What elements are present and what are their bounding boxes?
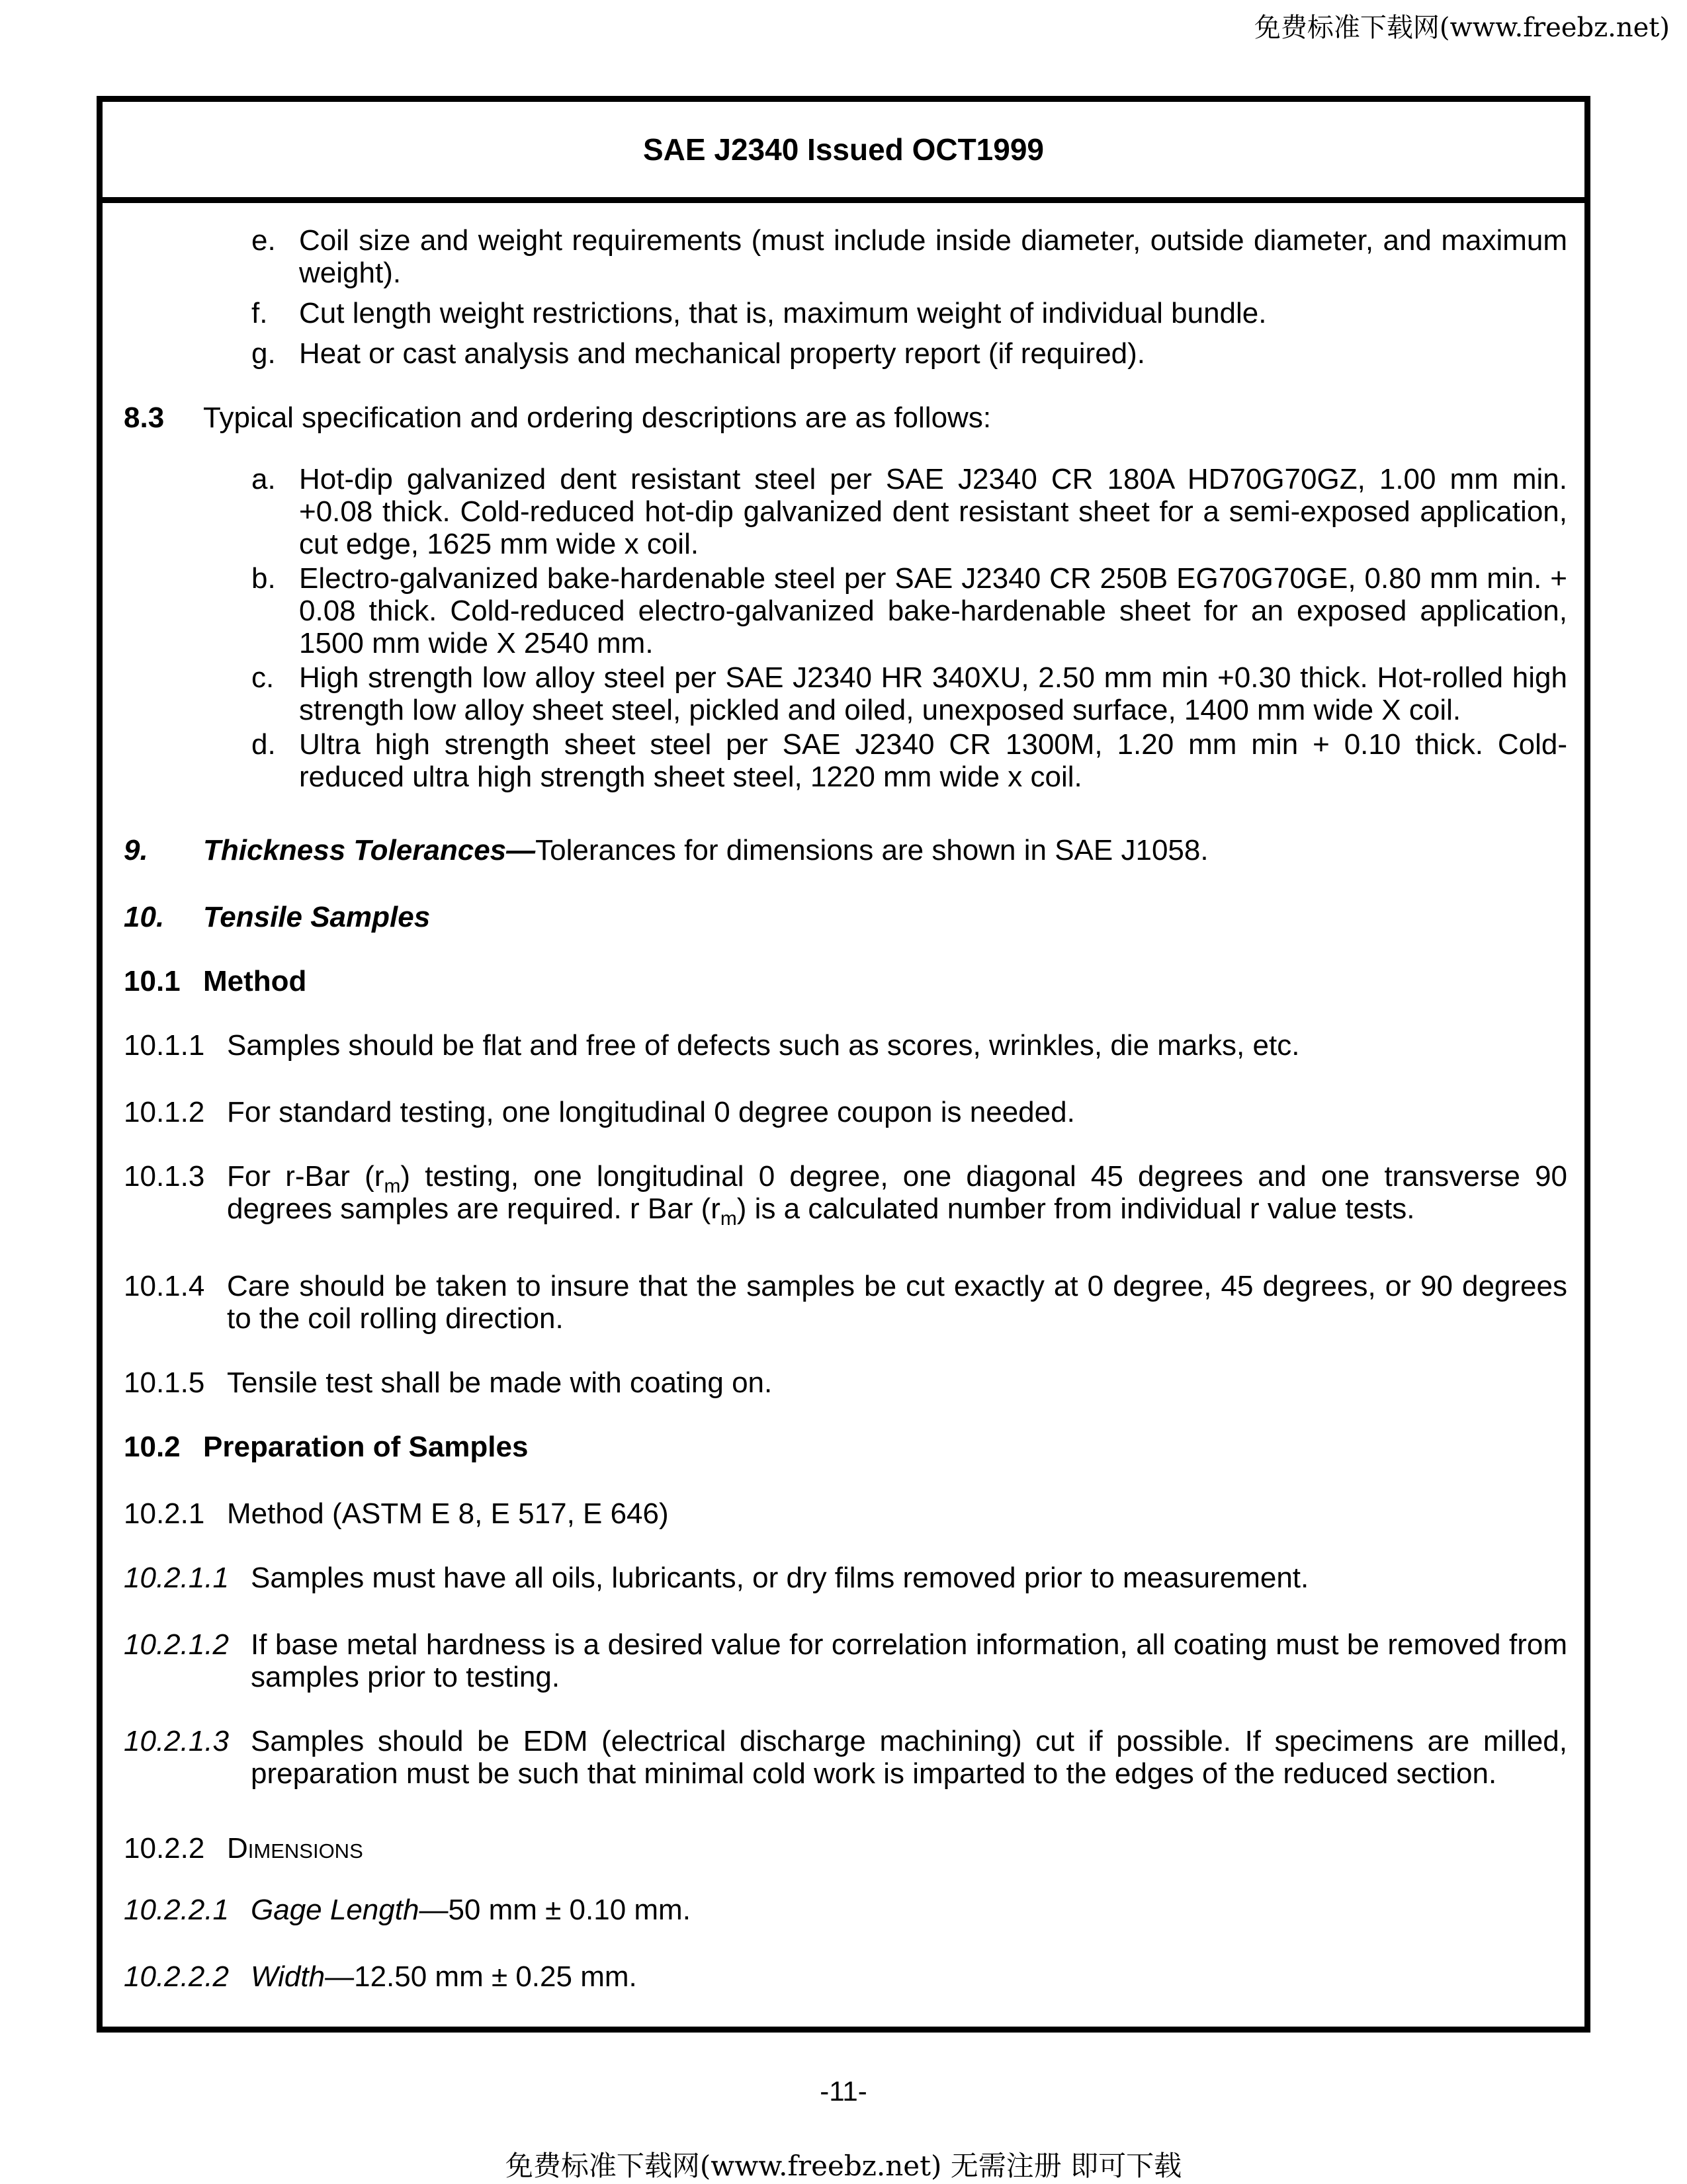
section-number: 8.3 <box>124 401 165 434</box>
section-text: Care should be taken to insure that the samples be cut exactly at 0 degree, 45 degrees, or 90 degrees to the coil rolling direction. <box>227 1270 1567 1335</box>
section-heading: Thickness Tolerances— <box>203 834 536 866</box>
footer-download-note: 免费标准下载网(www.freebz.net) 无需注册 即可下载 <box>505 2150 1182 2182</box>
section-10-1-3 <box>124 1160 1567 1230</box>
section-number: 10. <box>124 901 165 933</box>
document-title: SAE J2340 Issued OCT1999 <box>643 132 1044 167</box>
list-item-g <box>124 337 1567 370</box>
section-text: Typical specification and ordering descriptions are as follows: <box>203 401 992 434</box>
document-border-frame <box>97 96 1590 2033</box>
section-number: 10.2.1.3 <box>124 1725 230 1757</box>
section-heading: Preparation of Samples <box>203 1431 529 1463</box>
section-10-2-1-2 <box>124 1628 1567 1693</box>
list-marker: g. <box>251 337 276 370</box>
section-10-2-1-3 <box>124 1725 1567 1790</box>
section-number: 10.2.2.1 <box>124 1894 230 1926</box>
section-text: For standard testing, one longitudinal 0 degree coupon is needed. <box>227 1096 1075 1128</box>
section-number: 9. <box>124 834 148 866</box>
section-10-2-2-1-gage-length <box>124 1894 1567 1926</box>
section-number: 10.2.1 <box>124 1497 205 1530</box>
list-item-a <box>124 463 1567 560</box>
list-marker: d. <box>251 728 276 761</box>
list-marker: c. <box>251 661 275 694</box>
section-10-2-1-1 <box>124 1562 1567 1594</box>
section-text: Samples should be EDM (electrical discharge machining) cut if possible. If specimens are milled, preparation must be such that minimal cold work is imparted to the edges of the reduced section. <box>251 1725 1567 1790</box>
section-10-1-5 <box>124 1366 1567 1399</box>
document-content <box>103 203 1584 1993</box>
section-heading: Gage Length <box>251 1894 419 1926</box>
section-10-1-4 <box>124 1270 1567 1335</box>
section-10-1-2 <box>124 1096 1567 1128</box>
section-10-2-2-2-width <box>124 1960 1567 1993</box>
section-number: 10.1.3 <box>124 1160 205 1193</box>
section-number: 10.1.5 <box>124 1366 205 1399</box>
text-run: For r-Bar (r <box>227 1160 384 1193</box>
section-number: 10.2.1.2 <box>124 1628 230 1661</box>
list-marker: e. <box>251 224 276 257</box>
section-number: 10.2 <box>124 1431 181 1463</box>
section-text: —50 mm ± 0.10 mm. <box>419 1894 691 1926</box>
list-marker: b. <box>251 562 276 595</box>
section-heading: Tensile Samples <box>203 901 431 933</box>
section-number: 10.1.4 <box>124 1270 205 1302</box>
section-text: Method (ASTM E 8, E 517, E 646) <box>227 1497 669 1530</box>
list-item-e <box>124 224 1567 289</box>
subscript-m: m <box>720 1207 737 1230</box>
list-item-text: Coil size and weight requirements (must include inside diameter, outside diameter, and maximum weight). <box>299 224 1567 289</box>
list-marker: a. <box>251 463 276 495</box>
section-number: 10.2.2.2 <box>124 1960 230 1993</box>
section-text: Tensile test shall be made with coating on. <box>227 1366 773 1399</box>
section-10-1-1 <box>124 1029 1567 1062</box>
section-text: Samples should be flat and free of defects such as scores, wrinkles, die marks, etc. <box>227 1029 1300 1062</box>
list-item-text: Ultra high strength sheet steel per SAE J2340 CR 1300M, 1.20 mm min + 0.10 thick. Cold-reduced ultra high strength sheet steel, 1220 mm wide x coil. <box>299 728 1567 793</box>
section-number: 10.2.1.1 <box>124 1562 230 1594</box>
section-text: Samples must have all oils, lubricants, or dry films removed prior to measurement. <box>251 1562 1309 1594</box>
section-10-2-preparation <box>124 1431 1567 1463</box>
section-text: —12.50 mm ± 0.25 mm. <box>325 1960 637 1993</box>
list-item-text: High strength low alloy steel per SAE J2340 HR 340XU, 2.50 mm min +0.30 thick. Hot-rolled high strength low alloy sheet steel, pickled and oiled, unexposed surface, 1400 mm wide X coil. <box>299 661 1567 726</box>
section-heading: Dimensions <box>227 1832 363 1865</box>
section-text: If base metal hardness is a desired value for correlation information, all coating must be removed from samples prior to testing. <box>251 1628 1567 1693</box>
page-number: -11- <box>820 2076 867 2107</box>
section-number: 10.2.2 <box>124 1832 205 1865</box>
list-item-b <box>124 562 1567 659</box>
section-text: Tolerances for dimensions are shown in SAE J1058. <box>535 834 1209 866</box>
title-band <box>103 102 1584 203</box>
section-number: 10.1.2 <box>124 1096 205 1128</box>
section-10-2-1 <box>124 1497 1567 1530</box>
text-run: ) is a calculated number from individual r value tests. <box>736 1193 1415 1225</box>
section-text <box>227 1160 1567 1230</box>
list-item-f <box>124 297 1567 329</box>
list-item-text: Hot-dip galvanized dent resistant steel per SAE J2340 CR 180A HD70G70GZ, 1.00 mm min. +0.08 thick. Cold-reduced hot-dip galvanized dent resistant sheet for a semi-exposed application, cut edge, 1625 mm wide x coil. <box>299 463 1567 560</box>
list-item-d <box>124 728 1567 793</box>
subscript-m: m <box>384 1175 401 1197</box>
header-download-note: 免费标准下载网(www.freebz.net) <box>1254 13 1670 43</box>
list-item-text: Electro-galvanized bake-hardenable steel per SAE J2340 CR 250B EG70G70GE, 0.80 mm min. + 0.08 thick. Cold-reduced electro-galvanized bake-hardenable sheet for an exposed application, 1500 mm wide X 2540 mm. <box>299 562 1567 659</box>
section-9-thickness-tolerances <box>124 834 1567 866</box>
section-10-2-2-dimensions <box>124 1832 1567 1865</box>
list-item-c <box>124 661 1567 726</box>
section-heading: Method <box>203 965 307 997</box>
section-10-1-method <box>124 965 1567 997</box>
list-item-text: Cut length weight restrictions, that is, maximum weight of individual bundle. <box>299 297 1267 329</box>
list-item-text: Heat or cast analysis and mechanical property report (if required). <box>299 337 1146 370</box>
list-marker: f. <box>251 297 268 329</box>
section-8-3 <box>124 401 1567 434</box>
section-number: 10.1 <box>124 965 181 997</box>
text-run: ) testing, one longitudinal 0 degree, one diagonal 45 degrees and one transverse 90 degrees samples are required. r Bar (r <box>227 1160 1567 1225</box>
section-number: 10.1.1 <box>124 1029 205 1062</box>
section-10-tensile-samples <box>124 901 1567 933</box>
section-heading: Width <box>251 1960 325 1993</box>
